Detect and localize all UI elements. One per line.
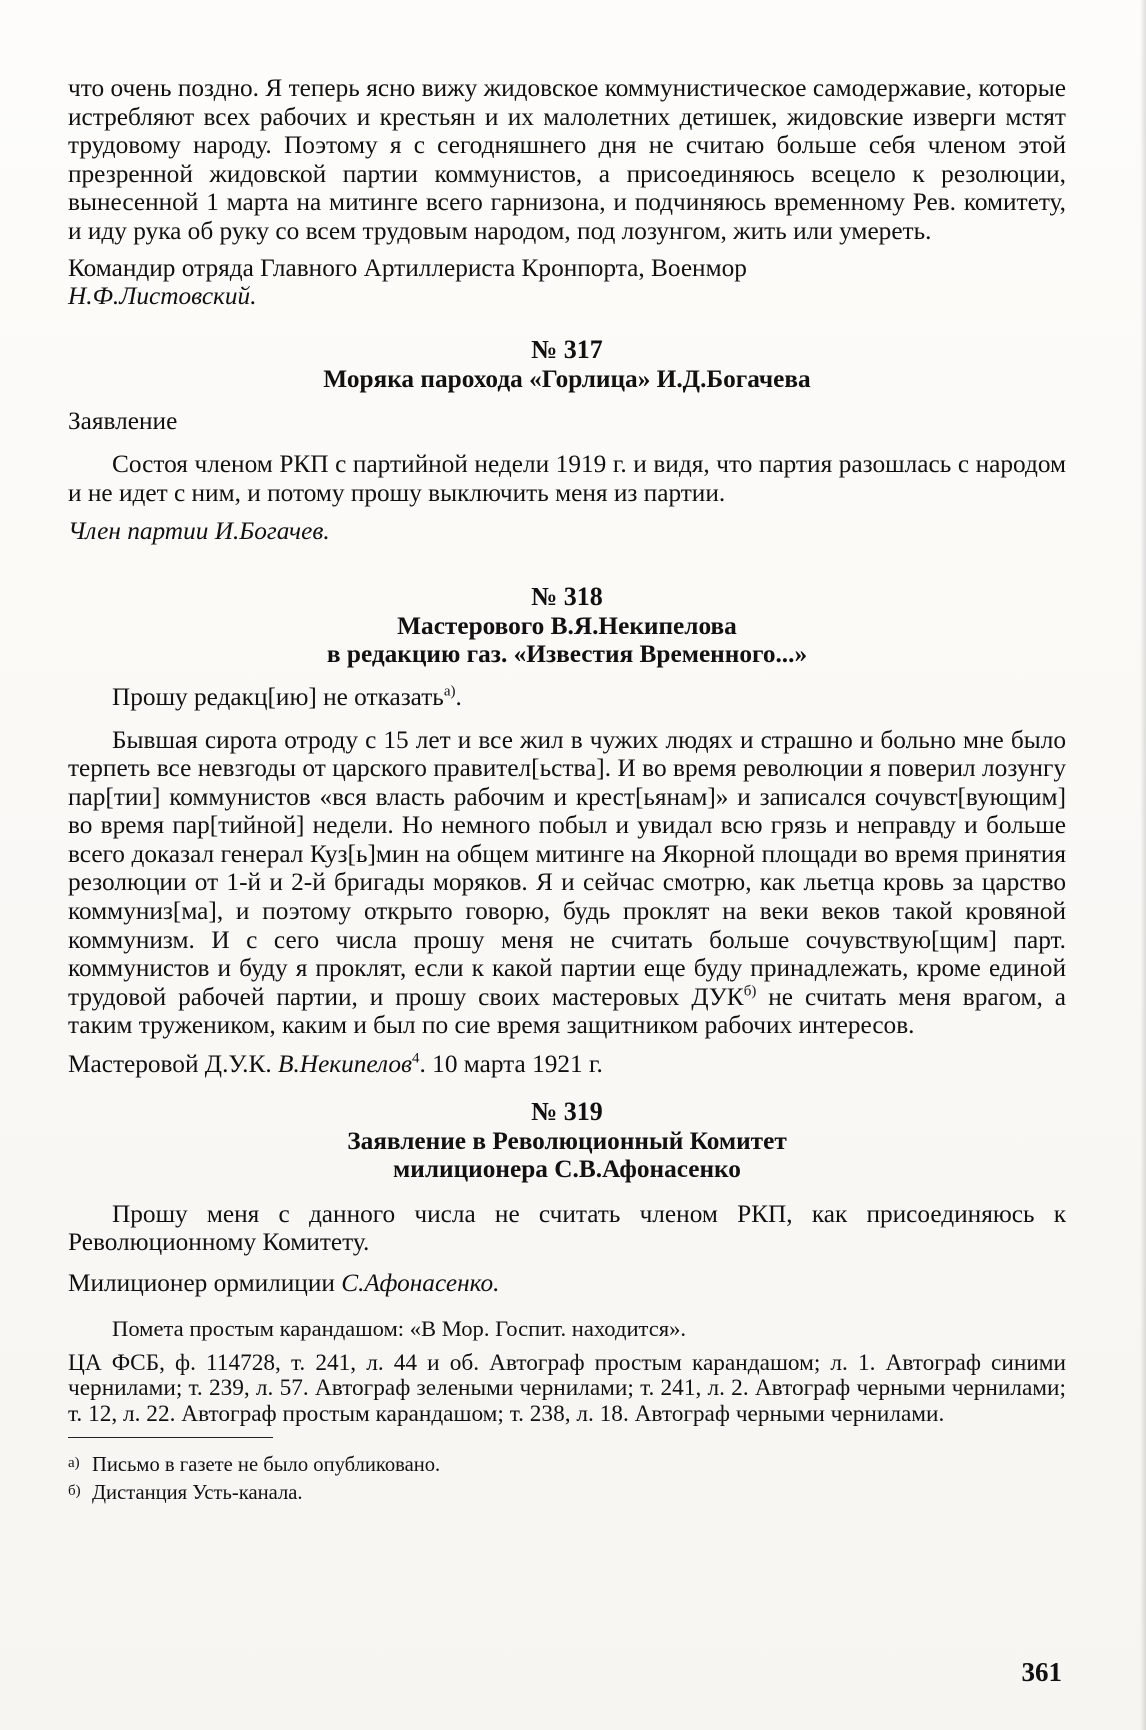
document-subtitle: Заявление [68,407,178,436]
previous-signature-role: Командир отряда Главного Артиллериста Кронпорта, Военмор [68,253,747,282]
document-text: Прошу меня с данного числа не считать членом РКП, как присоединяюсь к Революционному Комитету. [68,1199,1066,1257]
document-title-line1: Мастерового В.Я.Некипелова [397,611,737,640]
signature-name: В.Некипелов [278,1050,413,1079]
signature-role: Мастеровой Д.У.К. [68,1050,272,1079]
document-number: № 317 [531,334,603,364]
document-317 [68,335,1066,546]
document-text: Состоя членом РКП с партийной недели 1919 г. и видя, что партия разошлась с народом и не идет с ним, и потому прошу выключить меня из партии. [68,449,1066,507]
document-signature [68,1269,1066,1298]
document-number: № 318 [531,581,603,611]
signature-name: С.Афонасенко. [341,1269,500,1297]
document-text [68,726,1066,1041]
document-number: № 319 [531,1096,603,1126]
footnote-text: Письмо в газете не было опубликовано. [92,1454,441,1477]
document-title-line1: Заявление в Революционный Комитет [347,1126,787,1155]
document-title-line2: милиционера С.В.Афонасенко [393,1155,741,1184]
previous-signature-name: Н.Ф.Листовский. [68,282,257,311]
signature-mark: 4 [412,1050,420,1067]
footnote-mark: а) [68,1455,80,1472]
previous-document-tail: что очень поздно. Я теперь ясно вижу жидовское коммунистическое самодержавие, которые истребляют всех рабочих и крестьян и их малолетних детишек, жидовские изверги мстят трудовому народу. Поэтому я с сегодняшнего дня не считаю больше себя членом этой презренной жидовской партии коммунистов, а присоединяюсь всецело к резолюции, вынесенной 1 марта на митинге всего гарнизона, и подчиняюсь временному Рев. комитету, и иду рука об руку со всем трудовым народом, под лозунгом, жить или умереть. [68,74,1066,245]
signature-role: Милиционер ормилиции [68,1269,335,1297]
document-signature: Член партии И.Богачев. [68,517,330,546]
document-title-line2: в редакцию газ. «Известия Временного...» [326,640,808,669]
footnote-mark: б) [68,1483,81,1500]
text-part2: не считать меня врагом, а таким тружеником, каким и был по сие время защитником рабочих интересов. [68,982,1066,1040]
page-number: 361 [1021,1657,1062,1687]
footnote [68,1478,1066,1506]
footnote [68,1450,1066,1478]
footnote-ref: б) [743,983,757,1000]
document-signature [68,1050,1066,1079]
text-part1: Бывшая сирота отроду с 15 лет и все жил в чужих людях и страшно и больно мне было терпеть все невзгоды от царского правител[ьства]. И во время революции я поверил лозунгу пар[тии] коммунистов «вся власть рабочим и крест[ьянам]» и записался сочувст[вующим] во время пар[тийной] недели. Но немного побыл и увидал всю грязь и неправду и больше всего доказал генерал Куз[ь]мин на общем митинге на Якорной площади во время принятия резолюции от 1-й и 2-й бригады моряков. Я и сейчас смотрю, как льетца кровь за царство коммуниз[ма], и поэтому открыто говорю, будь проклят на веки веков такой кровяной коммунизм. И с сего числа прошу меня не считать больше сочувствую[щим] парт. коммунистов и буду я проклят, если к какой партии еще буду принадлежать, кроме единой трудовой рабочей партии, и прошу своих мастеровых ДУК [68,725,1066,1011]
signature-date: . 10 марта 1921 г. [419,1050,603,1079]
archive-source: ЦА ФСБ, ф. 114728, т. 241, л. 44 и об. Автограф простым карандашом; л. 1. Автограф синими чернилами; т. 239, л. 57. Автограф зелеными чернилами; т. 241, л. 2. Автограф черными чернилами; т. 12, л. 22. Автограф простым карандашом; т. 238, л. 18. Автограф черными чернилами. [68,1349,1066,1427]
document-title: Моряка парохода «Горлица» И.Д.Богачева [323,364,811,393]
document-intro [68,683,1066,712]
document-319 [68,1097,1066,1298]
pencil-note: Помета простым карандашом: «В Мор. Госпит. находится». [112,1315,687,1341]
footnote-text: Дистанция Усть-канала. [92,1482,303,1505]
footnote-ref: а) [443,683,456,700]
intro-text: Прошу редакц[ию] не отказать [112,682,444,711]
intro-end: . [455,682,462,711]
footnote-divider [68,1437,273,1438]
document-318 [68,582,1066,1079]
